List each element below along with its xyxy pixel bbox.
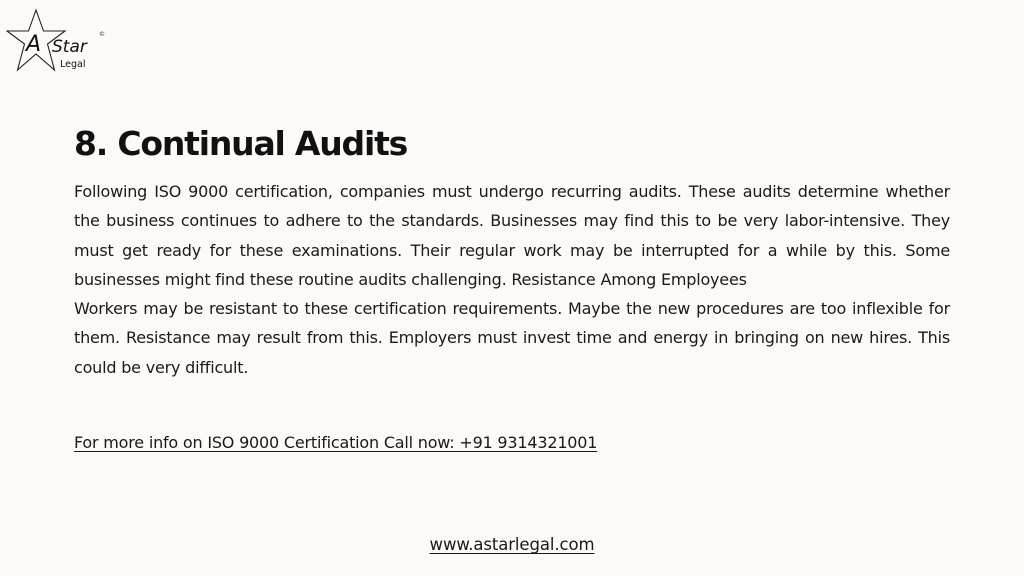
- logo-word: Star: [52, 37, 87, 57]
- call-now-link[interactable]: For more info on ISO 9000 Certification Call now: +91 9314321001: [74, 433, 598, 452]
- logo-subtitle: Legal: [60, 59, 86, 70]
- copyright-icon: ©: [99, 31, 105, 38]
- logo-letter: A: [26, 32, 42, 57]
- website-link[interactable]: www.astarlegal.com: [429, 535, 595, 554]
- body-paragraph: Following ISO 9000 certification, companies must undergo recurring audits. These audits determine whether the business continues to adhere to the standards. Businesses may find this to be very labor-intensive. They must get ready for these examinations. Their regular work may be interrupted for a while by this. Some businesses might find these routine audits challenging. Resistance Among Employees: [74, 182, 950, 289]
- slide-title: 8. Continual Audits: [74, 124, 408, 163]
- astar-legal-logo: [6, 8, 110, 76]
- slide-body: [74, 177, 950, 382]
- body-paragraph: Workers may be resistant to these certification requirements. Maybe the new procedures are too inflexible for them. Resistance may result from this. Employers must invest time and energy in bringing on new hires. This could be very difficult.: [74, 299, 950, 377]
